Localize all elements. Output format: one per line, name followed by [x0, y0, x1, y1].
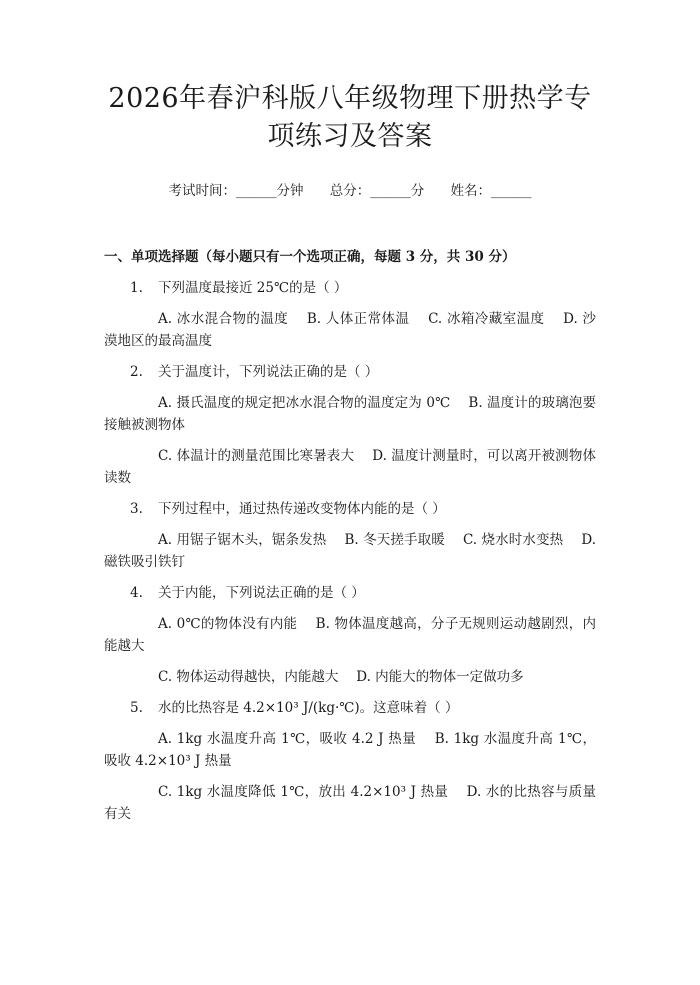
question-2 — [104, 361, 596, 489]
question-text: 下列过程中，通过热传递改变物体内能的是（ ） — [158, 501, 446, 517]
question-number: 4. — [130, 585, 143, 601]
document-page — [0, 80, 700, 985]
exam-time-label: 考试时间：______分钟 — [168, 183, 304, 199]
question-text: 水的比热容是 4.2×10³ J/(kg·℃)。这意味着（ ） — [158, 700, 459, 716]
question-3 — [104, 498, 596, 573]
question-options: C. 1kg 水温度降低 1℃，放出 4.2×10³ J 热量 D. 水的比热容与质量有关 — [104, 784, 596, 822]
question-stem — [104, 277, 596, 299]
exam-score-label: 总分：______分 — [329, 183, 425, 199]
question-stem — [104, 697, 596, 719]
question-text: 关于温度计，下列说法正确的是（ ） — [158, 364, 379, 380]
question-number: 2. — [130, 364, 143, 380]
document-title: 2026年春沪科版八年级物理下册热学专项练习及答案 — [108, 83, 592, 152]
section-heading: 一、单项选择题（每小题只有一个选项正确，每题 3 分，共 30 分） — [104, 249, 516, 265]
question-options: C. 体温计的测量范围比寒暑表大 D. 温度计测量时，可以离开被测物体读数 — [104, 448, 596, 486]
question-stem — [104, 361, 596, 383]
question-text: 下列温度最接近 25℃的是（ ） — [158, 280, 348, 296]
question-options: A. 用锯子锯木头，锯条发热 B. 冬天搓手取暖 C. 烧水时水变热 D. 磁铁吸引铁钉 — [104, 532, 596, 570]
question-number: 1. — [130, 280, 143, 296]
question-options: A. 0℃的物体没有内能 B. 物体温度越高，分子无规则运动越剧烈，内能越大 — [104, 616, 596, 654]
exam-info-line — [104, 180, 596, 202]
question-number: 5. — [130, 700, 143, 716]
question-options: A. 1kg 水温度升高 1℃，吸收 4.2 J 热量 B. 1kg 水温度升高 1℃，吸收 4.2×10³ J 热量 — [104, 731, 596, 769]
question-5 — [104, 697, 596, 825]
exam-name-label: 姓名：______ — [450, 183, 532, 199]
question-1 — [104, 277, 596, 352]
question-options: A. 冰水混合物的温度 B. 人体正常体温 C. 冰箱冷藏室温度 D. 沙漠地区的最高温度 — [104, 311, 596, 349]
question-stem — [104, 498, 596, 520]
question-options: A. 摄氏温度的规定把冰水混合物的温度定为 0℃ B. 温度计的玻璃泡要接触被测物体 — [104, 395, 596, 433]
question-4 — [104, 582, 596, 688]
question-options: C. 物体运动得越快，内能越大 D. 内能大的物体一定做功多 — [158, 669, 524, 685]
question-stem — [104, 582, 596, 604]
question-text: 关于内能，下列说法正确的是（ ） — [158, 585, 365, 601]
question-number: 3. — [130, 501, 143, 517]
